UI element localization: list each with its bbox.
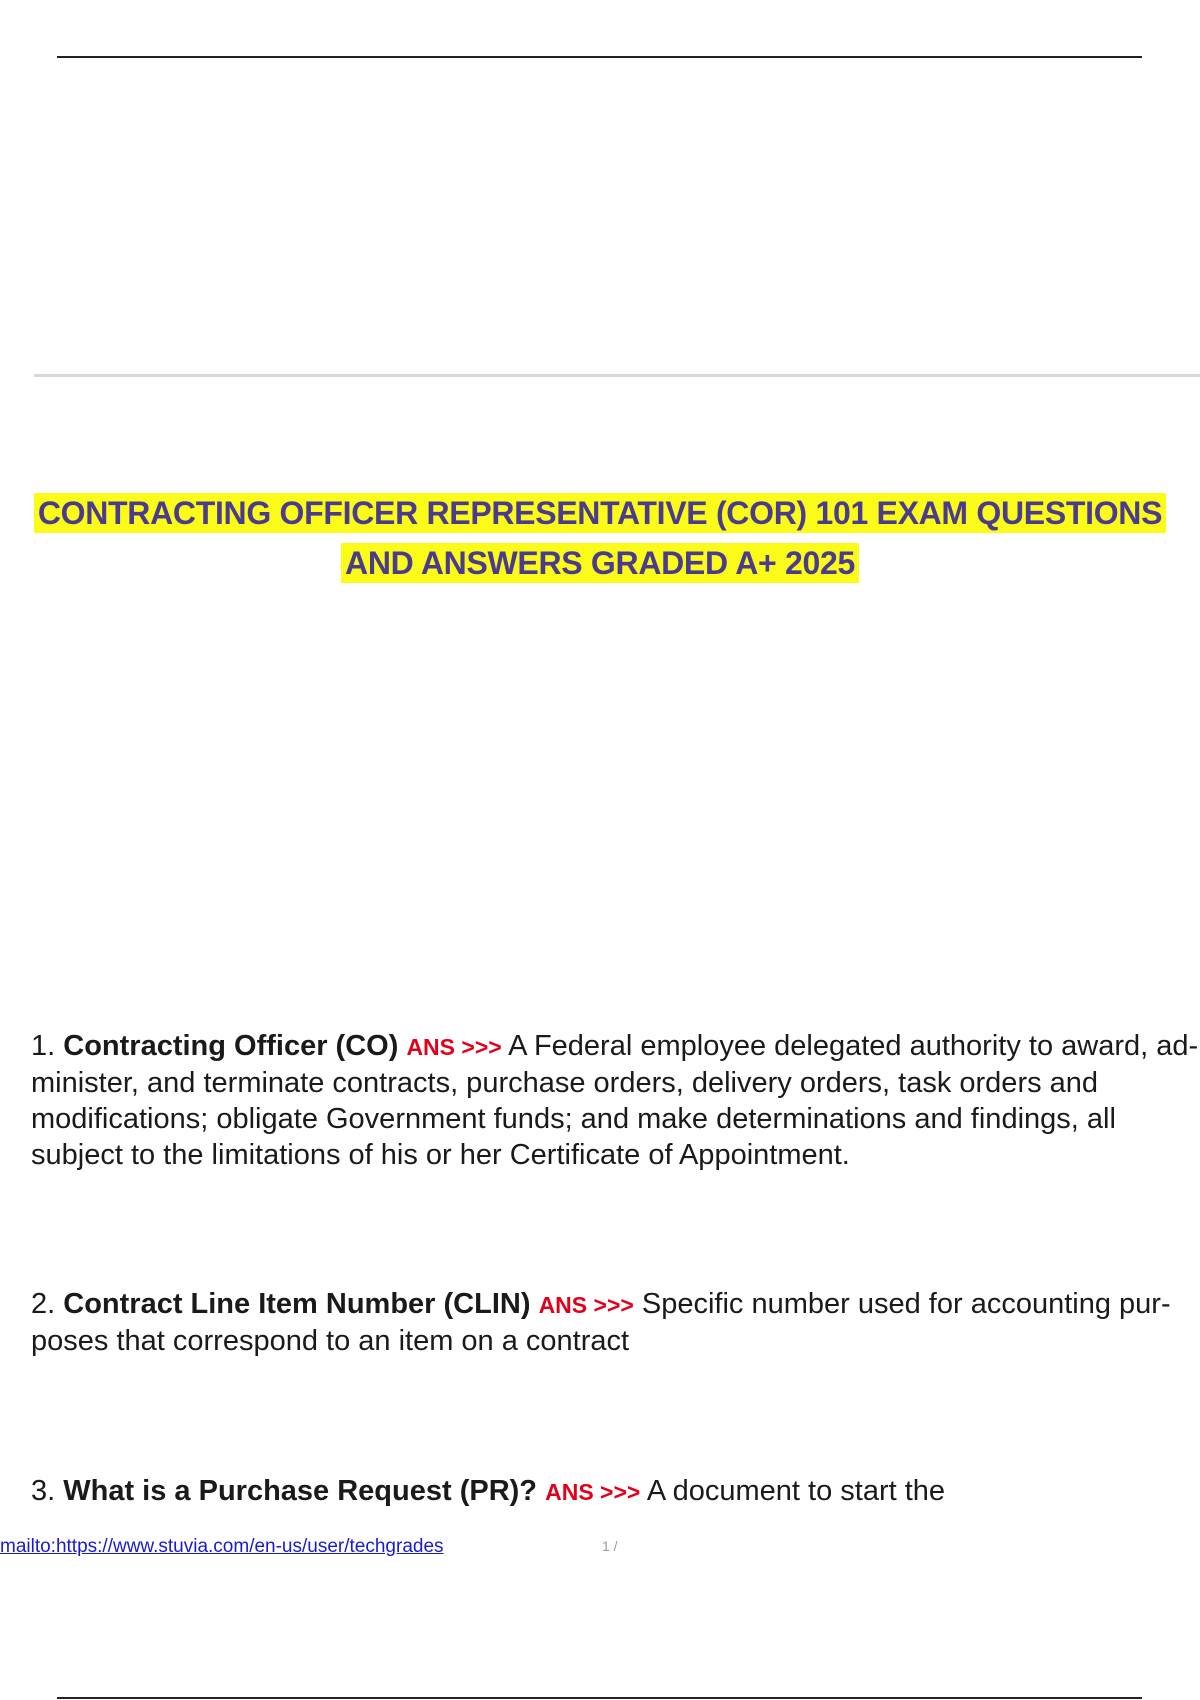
answer-text: A Federal employee delegated authority to award, ad- minister, and terminate contracts, purchase orders, delivery orders, task orders and modifications; obligate Government funds; and make determinations and findings, all subject to the limitations of his or her Certificate of Appointment. (31, 1030, 1199, 1171)
question-number: 2. (31, 1288, 56, 1320)
header-separator (34, 374, 1200, 377)
question-term: Contract Line Item Number (CLIN) (63, 1288, 531, 1320)
top-divider (57, 56, 1142, 58)
title-line-2: AND ANSWERS GRADED A+ 2025 (341, 543, 859, 583)
question-item-3 (31, 1473, 1200, 1510)
page-number: 1 / (602, 1538, 618, 1554)
question-item-2 (31, 1286, 1200, 1359)
question-item-1 (31, 1028, 1200, 1173)
question-number: 1. (31, 1030, 56, 1062)
answer-label: ANS >>> (538, 1292, 634, 1318)
document-title (0, 488, 1200, 588)
footer-link[interactable]: mailto:https://www.stuvia.com/en-us/user/techgrades (0, 1536, 444, 1557)
answer-text: Specific number used for accounting pur- poses that correspond to an item on a contract (31, 1288, 1171, 1357)
title-line-1: CONTRACTING OFFICER REPRESENTATIVE (COR) 101 EXAM QUESTIONS (34, 493, 1166, 533)
question-term: What is a Purchase Request (PR)? (63, 1475, 538, 1507)
answer-text: A document to start the (646, 1475, 946, 1507)
answer-label: ANS >>> (406, 1034, 502, 1060)
question-number: 3. (31, 1475, 56, 1507)
answer-label: ANS >>> (545, 1479, 641, 1505)
bottom-divider (57, 1697, 1142, 1699)
question-term: Contracting Officer (CO) (63, 1030, 399, 1062)
